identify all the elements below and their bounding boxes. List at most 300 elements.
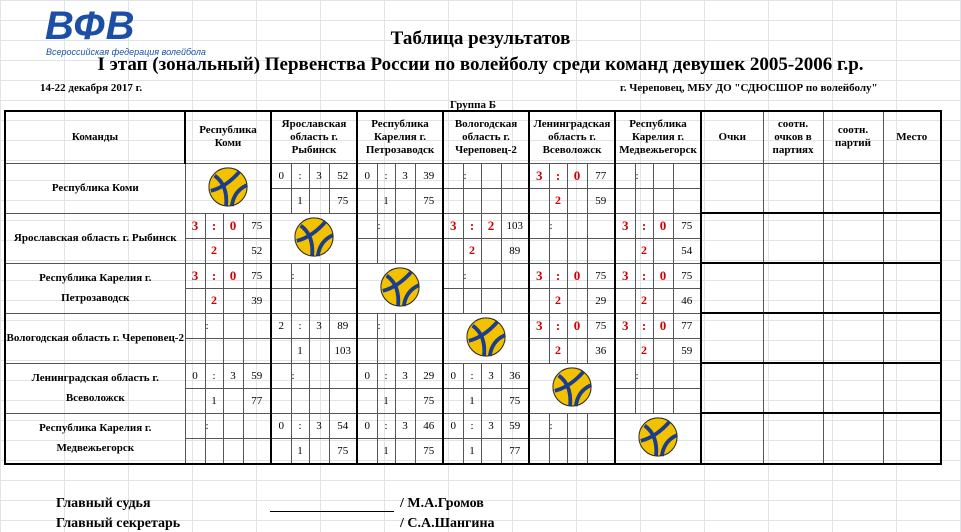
match-points: 2 xyxy=(635,288,653,313)
sets-lost xyxy=(481,163,501,188)
summary-ratio-sets xyxy=(823,213,883,263)
header-opponent: Ленинградская область г. Всеволожск xyxy=(529,111,615,163)
blank-cell xyxy=(185,238,205,263)
score-separator: : xyxy=(463,213,481,238)
match-points xyxy=(549,238,567,263)
points-against: 59 xyxy=(673,338,701,363)
blank-cell xyxy=(653,188,673,213)
points-for: 75 xyxy=(673,263,701,288)
match-points: 2 xyxy=(549,188,567,213)
sets-won: 2 xyxy=(271,313,291,338)
event-dates: 14-22 декабря 2017 г. xyxy=(40,82,143,94)
sets-lost xyxy=(481,263,501,288)
sets-won xyxy=(529,413,549,438)
results-table xyxy=(4,110,942,465)
sets-lost xyxy=(653,363,673,388)
team-name: Ленинградская область г. Всеволожск xyxy=(5,363,185,413)
diagonal-cell xyxy=(185,163,271,213)
diagonal-cell xyxy=(443,313,529,363)
match-points xyxy=(377,238,395,263)
blank-cell xyxy=(357,238,377,263)
points-against xyxy=(501,188,529,213)
blank-cell xyxy=(357,388,377,413)
score-separator: : xyxy=(549,263,567,288)
summary-points xyxy=(701,163,763,213)
sets-lost xyxy=(567,413,587,438)
points-against: 52 xyxy=(243,238,271,263)
blank-cell xyxy=(653,288,673,313)
score-separator: : xyxy=(635,263,653,288)
points-against xyxy=(587,438,615,464)
score-separator: : xyxy=(205,363,223,388)
sets-lost: 0 xyxy=(567,163,587,188)
score-separator: : xyxy=(291,163,309,188)
match-points: 1 xyxy=(377,388,395,413)
points-for xyxy=(673,163,701,188)
points-against xyxy=(243,438,271,464)
points-for: 77 xyxy=(587,163,615,188)
score-separator: : xyxy=(635,213,653,238)
blank-cell xyxy=(357,338,377,363)
points-for: 46 xyxy=(415,413,443,438)
table-row xyxy=(5,263,941,288)
points-against: 46 xyxy=(673,288,701,313)
score-separator: : xyxy=(549,313,567,338)
blank-cell xyxy=(309,388,329,413)
blank-cell xyxy=(223,438,243,464)
summary-ratio-sets xyxy=(823,163,883,213)
header-points: Очки xyxy=(701,111,763,163)
points-against: 89 xyxy=(501,238,529,263)
sets-won: 0 xyxy=(357,363,377,388)
blank-cell xyxy=(271,188,291,213)
sets-lost: 3 xyxy=(395,163,415,188)
sets-lost: 2 xyxy=(481,213,501,238)
header-opponent: Республика Коми xyxy=(185,111,271,163)
volleyball-icon xyxy=(551,366,593,408)
sets-won xyxy=(271,263,291,288)
points-for: 59 xyxy=(501,413,529,438)
blank-cell xyxy=(185,288,205,313)
blank-cell xyxy=(395,438,415,464)
match-points xyxy=(377,338,395,363)
summary-ratio-points xyxy=(763,263,823,313)
blank-cell xyxy=(567,438,587,464)
points-for: 54 xyxy=(329,413,357,438)
match-points: 2 xyxy=(549,288,567,313)
sets-lost: 3 xyxy=(309,313,329,338)
blank-cell xyxy=(357,188,377,213)
score-separator: : xyxy=(377,313,395,338)
summary-ratio-points xyxy=(763,363,823,413)
blank-cell xyxy=(223,238,243,263)
match-points xyxy=(205,438,223,464)
sets-won: 3 xyxy=(529,263,549,288)
volleyball-icon xyxy=(293,216,335,258)
blank-cell xyxy=(309,288,329,313)
blank-cell xyxy=(567,338,587,363)
blank-cell xyxy=(395,388,415,413)
summary-place xyxy=(883,263,941,313)
points-against: 75 xyxy=(415,188,443,213)
sets-won xyxy=(271,363,291,388)
header-opponent: Вологодская область г. Череповец-2 xyxy=(443,111,529,163)
blank-cell xyxy=(529,438,549,464)
points-for: 77 xyxy=(673,313,701,338)
sets-won: 0 xyxy=(357,163,377,188)
match-points: 1 xyxy=(463,388,481,413)
group-label: Группа Б xyxy=(450,99,496,111)
sets-won: 0 xyxy=(443,363,463,388)
blank-cell xyxy=(395,188,415,213)
points-for: 59 xyxy=(243,363,271,388)
score-separator: : xyxy=(291,263,309,288)
blank-cell xyxy=(529,288,549,313)
points-against xyxy=(501,288,529,313)
match-points: 2 xyxy=(463,238,481,263)
sets-lost: 0 xyxy=(653,213,673,238)
points-against xyxy=(415,338,443,363)
points-against xyxy=(415,238,443,263)
table-row xyxy=(5,313,941,338)
score-separator: : xyxy=(549,213,567,238)
sets-won: 3 xyxy=(615,263,635,288)
points-for: 75 xyxy=(587,263,615,288)
header-ratio-sets: соотн. партий xyxy=(823,111,883,163)
points-for: 39 xyxy=(415,163,443,188)
match-points xyxy=(291,388,309,413)
secretary-label: Главный секретарь xyxy=(56,516,181,531)
table-row xyxy=(5,213,941,238)
summary-points xyxy=(701,313,763,363)
sets-won xyxy=(615,363,635,388)
points-for xyxy=(329,263,357,288)
blank-cell xyxy=(271,288,291,313)
points-for xyxy=(501,163,529,188)
match-points: 1 xyxy=(291,338,309,363)
sets-won: 0 xyxy=(357,413,377,438)
sets-won: 3 xyxy=(443,213,463,238)
points-against: 54 xyxy=(673,238,701,263)
summary-ratio-points xyxy=(763,163,823,213)
sets-won xyxy=(443,163,463,188)
points-for: 52 xyxy=(329,163,357,188)
table-row xyxy=(5,363,941,388)
points-for: 29 xyxy=(415,363,443,388)
blank-cell xyxy=(223,288,243,313)
table-row xyxy=(5,413,941,438)
score-separator: : xyxy=(463,263,481,288)
score-separator: : xyxy=(463,363,481,388)
points-against xyxy=(329,388,357,413)
summary-ratio-sets xyxy=(823,413,883,464)
score-separator: : xyxy=(635,163,653,188)
blank-cell xyxy=(223,388,243,413)
summary-points xyxy=(701,363,763,413)
team-name: Республика Коми xyxy=(5,163,185,213)
sets-won xyxy=(357,313,377,338)
blank-cell xyxy=(567,238,587,263)
match-points: 1 xyxy=(291,438,309,464)
summary-points xyxy=(701,263,763,313)
sets-won xyxy=(443,263,463,288)
secretary-name: / С.А.Шангина xyxy=(400,516,495,531)
logo-text: ВФВ xyxy=(45,4,136,48)
blank-cell xyxy=(481,238,501,263)
match-points xyxy=(463,288,481,313)
sets-lost xyxy=(653,163,673,188)
blank-cell xyxy=(357,438,377,464)
sets-won: 0 xyxy=(185,363,205,388)
blank-cell xyxy=(481,388,501,413)
points-against xyxy=(329,288,357,313)
points-for: 75 xyxy=(673,213,701,238)
score-separator: : xyxy=(463,163,481,188)
volleyball-icon xyxy=(379,266,421,308)
sets-lost xyxy=(395,313,415,338)
points-for: 75 xyxy=(243,263,271,288)
points-against xyxy=(243,338,271,363)
table-row xyxy=(5,163,941,188)
match-points xyxy=(549,438,567,464)
blank-cell xyxy=(615,238,635,263)
sets-lost: 0 xyxy=(653,263,673,288)
page-subtitle: I этап (зональный) Первенства России по волейболу среди команд девушек 2005-2006 г.р. xyxy=(97,54,864,75)
event-place: г. Череповец, МБУ ДО "СДЮСШОР по волейболу" xyxy=(620,82,878,94)
referee-label: Главный судья xyxy=(56,496,151,511)
points-against: 75 xyxy=(329,188,357,213)
points-for: 103 xyxy=(501,213,529,238)
diagonal-cell xyxy=(271,213,357,263)
sets-lost: 3 xyxy=(481,413,501,438)
header-opponent: Ярославская область г. Рыбинск xyxy=(271,111,357,163)
points-against: 39 xyxy=(243,288,271,313)
diagonal-cell xyxy=(357,263,443,313)
blank-cell xyxy=(443,438,463,464)
points-for xyxy=(329,363,357,388)
match-points: 2 xyxy=(205,288,223,313)
summary-ratio-sets xyxy=(823,363,883,413)
match-points xyxy=(291,288,309,313)
team-name: Ярославская область г. Рыбинск xyxy=(5,213,185,263)
points-for: 89 xyxy=(329,313,357,338)
score-separator: : xyxy=(291,313,309,338)
sets-lost: 3 xyxy=(395,363,415,388)
sets-lost: 3 xyxy=(223,363,243,388)
blank-cell xyxy=(395,338,415,363)
blank-cell xyxy=(185,438,205,464)
referee-name: / М.А.Громов xyxy=(400,496,484,511)
blank-cell xyxy=(309,438,329,464)
match-points: 2 xyxy=(205,238,223,263)
match-points: 2 xyxy=(549,338,567,363)
sets-won: 3 xyxy=(185,263,205,288)
blank-cell xyxy=(615,288,635,313)
summary-points xyxy=(701,213,763,263)
blank-cell xyxy=(529,338,549,363)
score-separator: : xyxy=(205,313,223,338)
sets-won: 0 xyxy=(443,413,463,438)
score-separator: : xyxy=(205,263,223,288)
score-separator: : xyxy=(463,413,481,438)
points-against: 75 xyxy=(415,388,443,413)
points-for xyxy=(587,413,615,438)
sets-lost xyxy=(395,213,415,238)
sets-lost: 0 xyxy=(567,263,587,288)
sets-won xyxy=(185,413,205,438)
header-ratio-points: соотн. очков в партиях xyxy=(763,111,823,163)
match-points: 2 xyxy=(635,338,653,363)
points-against: 103 xyxy=(329,338,357,363)
sets-lost xyxy=(309,263,329,288)
sets-won xyxy=(529,213,549,238)
points-against: 77 xyxy=(243,388,271,413)
diagonal-cell xyxy=(615,413,701,464)
page-title: Таблица результатов xyxy=(390,28,571,49)
blank-cell xyxy=(443,388,463,413)
sets-lost xyxy=(567,213,587,238)
blank-cell xyxy=(529,188,549,213)
points-against xyxy=(673,388,701,413)
summary-place xyxy=(883,163,941,213)
team-name: Республика Карелия г. Медвежьегорск xyxy=(5,413,185,464)
points-for: 75 xyxy=(243,213,271,238)
volleyball-icon xyxy=(465,316,507,358)
blank-cell xyxy=(185,338,205,363)
points-for: 36 xyxy=(501,363,529,388)
blank-cell xyxy=(443,238,463,263)
sets-won: 3 xyxy=(615,313,635,338)
blank-cell xyxy=(185,388,205,413)
blank-cell xyxy=(481,438,501,464)
summary-ratio-points xyxy=(763,313,823,363)
sets-lost: 0 xyxy=(567,313,587,338)
match-points: 2 xyxy=(635,238,653,263)
sets-won xyxy=(185,313,205,338)
sets-lost: 0 xyxy=(653,313,673,338)
points-for xyxy=(415,313,443,338)
blank-cell xyxy=(567,288,587,313)
score-separator: : xyxy=(205,413,223,438)
summary-place xyxy=(883,213,941,263)
points-against: 77 xyxy=(501,438,529,464)
blank-cell xyxy=(271,388,291,413)
points-for xyxy=(415,213,443,238)
logo-subtitle: Всероссийская федерация волейбола xyxy=(46,47,206,57)
volleyball-icon xyxy=(207,166,249,208)
points-against: 36 xyxy=(587,338,615,363)
sets-lost: 0 xyxy=(223,263,243,288)
score-separator: : xyxy=(291,363,309,388)
match-points: 1 xyxy=(463,438,481,464)
blank-cell xyxy=(653,388,673,413)
points-against: 75 xyxy=(329,438,357,464)
sets-lost: 3 xyxy=(309,163,329,188)
sets-lost xyxy=(223,413,243,438)
blank-cell xyxy=(615,388,635,413)
points-against: 75 xyxy=(415,438,443,464)
sets-won xyxy=(615,163,635,188)
blank-cell xyxy=(309,188,329,213)
sets-lost xyxy=(223,313,243,338)
team-name: Республика Карелия г. Петрозаводск xyxy=(5,263,185,313)
blank-cell xyxy=(615,188,635,213)
blank-cell xyxy=(395,238,415,263)
blank-cell xyxy=(271,338,291,363)
match-points xyxy=(205,338,223,363)
points-for: 75 xyxy=(587,313,615,338)
team-name: Вологодская область г. Череповец-2 xyxy=(5,313,185,363)
blank-cell xyxy=(443,288,463,313)
score-separator: : xyxy=(205,213,223,238)
summary-ratio-points xyxy=(763,413,823,464)
match-points: 1 xyxy=(291,188,309,213)
summary-ratio-sets xyxy=(823,313,883,363)
score-separator: : xyxy=(377,163,395,188)
score-separator: : xyxy=(635,313,653,338)
header-teams: Команды xyxy=(5,111,185,163)
blank-cell xyxy=(223,338,243,363)
score-separator: : xyxy=(291,413,309,438)
sets-won: 0 xyxy=(271,163,291,188)
summary-place xyxy=(883,363,941,413)
header-place: Место xyxy=(883,111,941,163)
score-separator: : xyxy=(549,413,567,438)
points-against xyxy=(673,188,701,213)
points-for xyxy=(243,413,271,438)
match-points xyxy=(463,188,481,213)
score-separator: : xyxy=(377,213,395,238)
sets-won: 3 xyxy=(185,213,205,238)
match-points xyxy=(635,388,653,413)
summary-ratio-sets xyxy=(823,263,883,313)
blank-cell xyxy=(481,188,501,213)
blank-cell xyxy=(529,238,549,263)
points-for xyxy=(587,213,615,238)
points-for xyxy=(501,263,529,288)
match-points xyxy=(635,188,653,213)
header-opponent: Республика Карелия г. Медвежьегорск xyxy=(615,111,701,163)
sets-lost: 3 xyxy=(481,363,501,388)
volleyball-icon xyxy=(637,416,679,458)
sets-won: 0 xyxy=(271,413,291,438)
points-for xyxy=(243,313,271,338)
referee-signature-line xyxy=(270,511,394,512)
blank-cell xyxy=(443,188,463,213)
match-points: 1 xyxy=(377,438,395,464)
summary-points xyxy=(701,413,763,464)
sets-lost xyxy=(309,363,329,388)
score-separator: : xyxy=(377,413,395,438)
blank-cell xyxy=(653,238,673,263)
sets-won: 3 xyxy=(529,313,549,338)
points-against: 59 xyxy=(587,188,615,213)
score-separator: : xyxy=(549,163,567,188)
sets-won: 3 xyxy=(529,163,549,188)
points-against: 29 xyxy=(587,288,615,313)
sets-lost: 3 xyxy=(395,413,415,438)
sets-won xyxy=(357,213,377,238)
sets-lost: 0 xyxy=(223,213,243,238)
score-separator: : xyxy=(635,363,653,388)
blank-cell xyxy=(481,288,501,313)
blank-cell xyxy=(653,338,673,363)
diagonal-cell xyxy=(529,363,615,413)
points-against: 75 xyxy=(501,388,529,413)
summary-place xyxy=(883,413,941,464)
points-against xyxy=(587,238,615,263)
sets-won: 3 xyxy=(615,213,635,238)
